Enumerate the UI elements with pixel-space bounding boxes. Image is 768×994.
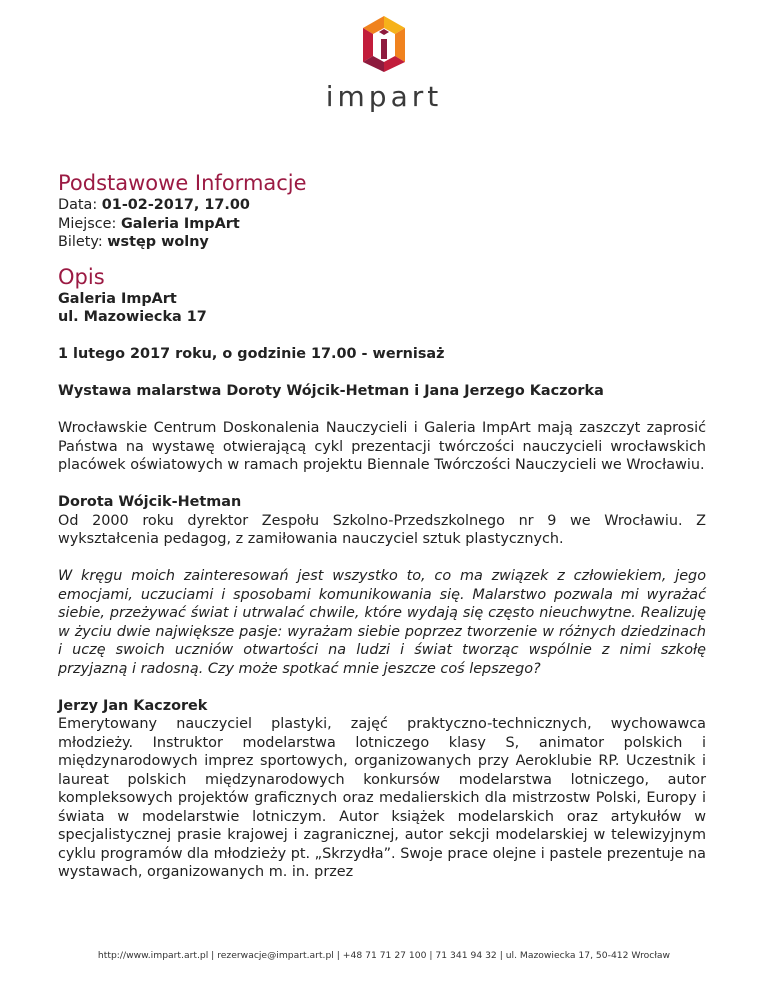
artist1-quote: W kręgu moich zainteresowań jest wszystko to, co ma związek z człowiekiem, jego emocjami, uczuciami i sposobami komunikowania się. Malarstwo pozwala mi wyrażać siebie, przeżywać świat i utrwalać chwile, które wydają się często nieuchwytne. Realizuję w życiu dwie największe pasje: wyrażam siebie poprzez tworzenie w różnych dziedzinach i uczę swoich uczniów otwartości na ludzi i świat tworząc wspólnie z nimi szkołę przyjazną i radosną. Czy może spotkać mnie jeszcze coś lepszego?	[58, 568, 706, 677]
event-content	[58, 170, 706, 882]
logo-wordmark: impart	[325, 80, 443, 113]
artist1-name: Dorota Wójcik-Hetman	[58, 494, 242, 510]
artist2-bio: Emerytowany nauczyciel plastyki, zajęć praktyczno-technicznych, wychowawca młodzieży. Instruktor modelarstwa lotniczego klasy S, animator polskich i międzynarodowych imprez sportowych, organizowanych przy Aeroklubie RP. Uczestnik i laureat polskich międzynarodowych konkursów modelarstwa lotniczego, autor kompleksowych projektów graficznych oraz medalierskich dla mistrzostw Polski, Europy i świata w modelarstwie lotniczym. Autor książek modelarskich oraz artykułów w specjalistycznej prasie krajowej i zagranicznej, autor sekcji modelarskiej w telewizyjnym cyklu programów dla młodzieży pt. „Skrzydła”. Swoje prace olejne i pastele prezentuje na wystawach, organizowanych m. in. przez	[58, 716, 706, 880]
venue-address: ul. Mazowiecka 17	[58, 309, 207, 325]
date-label: Data:	[58, 197, 98, 213]
description-heading: Opis	[58, 264, 105, 289]
date-value: 01-02-2017, 17.00	[101, 197, 250, 213]
artist1-bio: Od 2000 roku dyrektor Zespołu Szkolno-Przedszkolnego nr 9 we Wrocławiu. Z wykształcenia pedagog, z zamiłowania nauczyciel sztuk plastycznych.	[58, 512, 706, 547]
place-value: Galeria ImpArt	[120, 215, 240, 232]
place-label: Miejsce:	[58, 215, 117, 232]
tickets-value: wstęp wolny	[107, 234, 209, 250]
exhibition-title: Wystawa malarstwa Doroty Wójcik-Hetman i Jana Jerzego Kaczorka	[58, 383, 604, 399]
footer-contact[interactable]: http://www.impart.art.pl | rezerwacje@impart.art.pl | +48 71 71 27 100 | 71 341 94 32 | ul. Mazowiecka 17, 50-412 Wrocław	[97, 950, 671, 961]
tickets-label: Bilety:	[58, 234, 103, 250]
impart-cube-icon	[359, 14, 409, 74]
impart-logo	[323, 14, 445, 114]
date-line	[58, 196, 706, 215]
intro-paragraph: Wrocławskie Centrum Doskonalenia Nauczycieli i Galeria ImpArt mają zaszczyt zaprosić Państwa na wystawę otwierającą cykl prezentacji twórczości nauczycieli wrocławskich placówek oświatowych w ramach projektu Biennale Twórczości Nauczycieli we Wrocławiu.	[58, 420, 706, 473]
description-section	[58, 264, 706, 882]
basic-info-heading: Podstawowe Informacje	[58, 171, 307, 195]
artist2-name: Jerzy Jan Kaczorek	[58, 697, 208, 714]
opening-info: 1 lutego 2017 roku, o godzinie 17.00 - wernisaż	[58, 346, 445, 362]
tickets-line	[58, 233, 706, 252]
basic-info-section	[58, 170, 706, 252]
venue-name: Galeria ImpArt	[58, 290, 177, 307]
place-line	[58, 215, 706, 234]
